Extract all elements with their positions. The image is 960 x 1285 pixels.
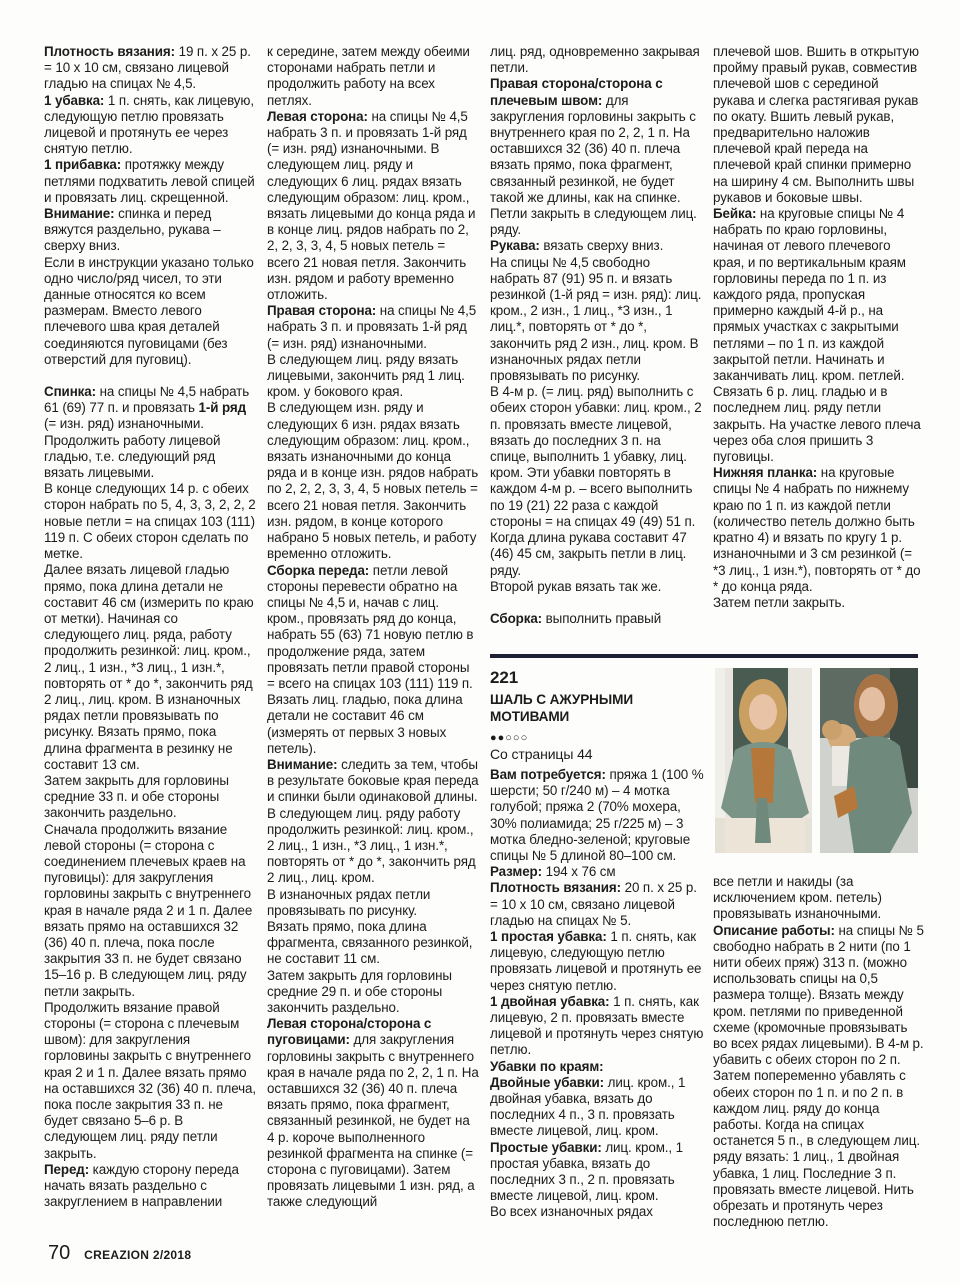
section-heading: Плотность вязания: [490,880,621,896]
paragraph-text: для закругления горловины закрыть с внутреннего края по 2, 2, 1 п. На оставшихся 32 (36) 40 п. плеча вязать прямо, пока фрагмент, связанный резинкой, не будет такой же длины, как на спинке. Петли закрыть в следующем лиц. ряду. [490,92,697,238]
paragraph [267,757,479,806]
paragraph [713,465,923,595]
section-divider [490,654,918,658]
paragraph [44,44,256,93]
paragraph [44,822,256,1000]
paragraph [490,384,702,530]
paragraph-text: В конце следующих 14 р. с обеих сторон набрать по 5, 4, 3, 3, 2, 2, 2 новые петли = на спицах 103 (111) 119 п. С обеих сторон сделать по метке. [44,481,256,562]
section-heading: Нижняя планка: [713,465,818,481]
photo-illustration-1 [715,668,812,853]
paragraph-text: 1 п. снять, как лицевую, следующую петлю провязать лицевой и протянуть ее через снятую петлю. [490,929,702,993]
section-heading: Внимание: [267,756,338,772]
section-heading: Убавки по краям: [490,1058,604,1074]
paragraph [267,1016,479,1210]
paragraph-text: В следующем изн. ряду и следующих 6 изн. рядах вязать следующим образом: лиц. кром., вязать изнаночными до конца ряда и в конце изн. рядов набрать по 2, 2, 2, 3, 3, 4, 5 новых петель = всего 21 новая петля. Закончить изн. рядом, в конце которого набрано 5 новых петель, и работу временно отложить. [267,400,479,562]
paragraph-text: 194 х 76 см [541,864,616,880]
paragraph-text: плечевой шов. Вшить в открытую пройму правый рукав, совместив плечевой шов с серединой рукава и слегка растягивая рукав по окату. Вшить левый рукав, предварительно наложив плечевой край переда на плечевой край спинки примерно на ширину 4 см. Выполнить швы рукавов и боковые швы. [713,44,919,205]
paragraph-text: Сначала продолжить вязание левой стороны (= сторона с соединением плечевых краев на пуговицы): для закругления горловины закрыть с внутреннего края в начале ряда 2 и 1 п. Далее вязать прямо на оставшихся 32 (36) 40 п. плеча, пока после закрытия 33 п. не будет связано 15–16 р. В следующем лиц. ряду петли закрыть. [44,821,253,999]
paragraph-text: на спицы № 4,5 набрать 3 п. и провязать 1-й ряд (= изн. ряд) изнаночными. [267,303,477,351]
column-2 [267,44,479,1211]
paragraph [44,773,256,822]
section-heading: 1-й ряд [198,400,247,416]
difficulty-rating: ●●○○○ [490,732,529,744]
paragraph-text: 1 п. снять, как лицевую, 2 п. провязать вместе лицевой и протянуть через снятую петлю. [490,993,704,1058]
paragraph-text: следить за тем, чтобы в результате боковые края переда и спинки были одинаковой длины. [267,756,479,805]
pattern-221-text [490,767,705,1221]
paragraph-text: Когда длина рукава составит 47 (46) 45 см, закрыть петли в лиц. ряду. [490,530,687,578]
section-heading: Сборка переда: [267,562,370,578]
paragraph [490,880,705,929]
paragraph [490,255,702,385]
paragraph [713,206,923,465]
paragraph [490,611,702,627]
paragraph [267,352,479,401]
paragraph [44,1162,256,1211]
paragraph-text: лиц. кром., 1 простая убавка, вязать до последних 3 п., 2 п. провязать вместе лицевой, лиц. кром. [490,1139,684,1204]
paragraph [44,255,256,368]
paragraph [490,1059,705,1075]
paragraph-text: на спицы № 5 свободно набрать в 2 нити (по 1 нити обеих пряж) 313 п. (можно использовать спицы на 0,5 размера толще). Вязать между кром. петлями по приведенной схеме (кромочные провязывать во всех рядах лицевыми). В 4-м р. убавить с обеих сторон по 2 п. Затем попеременно убавлять с обеих сторон по 1 п. и по 2 п. в каждом лиц. ряду до конца работы. Когда на спицах останется 5 п., в следующем лиц. ряду вязать: 1 лиц., 1 двойная убавка, 1 лиц. Последние 3 п. провязать вместе лицевой. Нить обрезать и протянуть через последнюю петлю. [713,922,924,1230]
paragraph-text: петли левой стороны перевести обратно на спицы № 4,5 и, начав с лиц. кром., провязать ряд до конца, набрать 55 (63) 71 новую петлю в продолжение ряда, затем провязать петли правой стороны = всего на спицах 103 (111) 119 п. Вязать лиц. гладью, пока длина детали не составит 46 см (измерять от первых 3 новых петель). [267,562,474,756]
section-heading: Плотность вязания: [44,44,175,59]
section-heading: Вам потребуется: [490,767,606,782]
paragraph-text: вязать сверху вниз. [539,238,664,254]
paragraph-text: (= изн. ряд) изнаночными. Продолжить работу лицевой гладью, т.е. следующий ряд вязать лицевыми. [44,416,221,481]
paragraph [490,44,702,76]
section-heading: 1 простая убавка: [490,929,607,945]
paragraph [490,1075,705,1140]
pattern-title: ШАЛЬ С АЖУРНЫМИ МОТИВАМИ [490,692,634,724]
paragraph [490,579,702,595]
paragraph [267,806,479,887]
paragraph [44,93,256,158]
paragraph-text: Во всех изнаночных рядах [490,1204,653,1220]
section-heading: Перед: [44,1161,90,1177]
paragraph [267,887,479,919]
paragraph [490,1140,705,1205]
paragraph [713,923,925,1231]
paragraph-text: В следующем лиц. ряду работу продолжить резинкой: лиц. кром., 2 лиц., 1 изн., *3 лиц., 1 изн.*, повторять от * до *, закончить ряд 2 лиц., лиц. кром. [267,805,476,886]
paragraph-text: Далее вязать лицевой гладью прямо, пока длина детали не составит 46 см (измерить по краю от метки). Начиная со следующего лиц. ряда, работу продолжить резинкой: лиц. кром., 2 лиц., 1 изн., *3 лиц., 1 изн.*, повторять от * до *, закончить ряд 2 лиц., лиц. кром. В изнаночных рядах петли провязывать по рисунку. Вязать прямо, пока длина фрагмента в резинку не составит 13 см. [44,562,254,772]
paragraph [44,481,256,562]
section-heading: Левая сторона: [267,108,368,124]
photo-woman-seated-shawl [715,668,812,853]
section-heading: Описание работы: [713,922,835,938]
paragraph [490,994,705,1059]
paragraph [267,968,479,1017]
paragraph-text: Второй рукав вязать так же. [490,578,662,594]
paragraph [267,563,479,757]
paragraph-text: все петли и накиды (за исключением кром. петель) провязывать изнаночными. [713,874,882,922]
paragraph-text: на спицы № 4,5 набрать 61 (69) 77 п. и провязать [44,384,250,416]
paragraph [490,929,705,994]
paragraph [267,44,479,109]
paragraph-text: лиц. ряд, одновременно закрывая петли. [490,44,700,76]
paragraph-text: лиц. кром., 1 двойная убавка, вязать до последних 4 п., 3 п. провязать вместе лицевой, лиц. кром. [490,1074,686,1139]
paragraph-text: протяжку между петлями подхватить левой спицей и провязать лиц. скрещенной. [44,157,255,205]
paragraph-text: В следующем лиц. ряду вязать лицевыми, закончить ряд 1 лиц. кром. у бокового края. [267,351,465,400]
column-1 [44,44,256,1210]
paragraph [267,303,479,352]
paragraph-text: В 4-м р. (= лиц. ряд) выполнить с обеих сторон убавки: лиц. кром., 2 п. провязать вместе лицевой, вязать до последних 3 п. на спице, выполнить 1 убавку, лиц. кром. Эти убавки повторять в каждом 4-м р. – всего выполнить по 19 (21) 22 раза с каждой стороны = на спицах 49 (49) 51 п. [490,384,702,529]
paragraph-text: к середине, затем между обеими сторонами набрать петли и продолжить работу на всех петлях. [267,44,470,108]
magazine-issue: CREAZION 2/2018 [84,1248,192,1262]
paragraph-text: Продолжить вязание правой стороны (= сторона с плечевым швом): для закругления горловины закрыть с внутреннего края 2 и 1 п. Далее вязать прямо на оставшихся 32 (36) 40 п. плеча, пока после закрытия 33 п. не будет связано 5–6 р. В следующем лиц. ряду петли закрыть. [44,999,256,1161]
paragraph-text: на спицы № 4,5 набрать 3 п. и провязать 1-й ряд (= изн. ряд) изнаночными. В следующем лиц. ряду и следующих 6 лиц. рядах вязать следующим образом: лиц. кром., вязать лицевыми до конца ряда и в конце лиц. рядов набрать по 2, 2, 2, 3, 3, 4, 5 новых петель = всего 21 новая петля. Закончить изн. рядом и работу временно отложить. [267,108,476,303]
section-heading: Простые убавки: [490,1139,602,1155]
photo-illustration-2 [820,668,918,853]
paragraph-spacer [44,368,256,384]
paragraph-text: спинка и перед вяжутся раздельно, рукава – сверху вниз. [44,206,221,254]
paragraph-text: выполнить правый [542,610,662,626]
photo-woman-side-shawl [820,668,918,853]
paragraph [44,562,256,773]
paragraph-text: каждую сторону переда начать вязать раздельно с закруглением в направлении [44,1161,239,1210]
page-footer [48,1242,191,1265]
section-heading: Двойные убавки: [490,1074,604,1090]
paragraph-text: 19 п. х 25 р. = 10 х 10 см, связано лицевой гладью на спицах № 4,5. [44,44,251,92]
page-number: 70 [48,1242,71,1264]
section-heading: Сборка: [490,610,543,626]
paragraph-text: 20 п. х 25 р. = 10 х 10 см, связано лицевой гладью на спицах № 5. [490,880,697,928]
paragraph-text: на круговые спицы № 4 набрать по краю горловины, начиная от левого плечевого края, и по вертикальным краям горловины переда по 1 п. из каждого ряда, пропуская примерно каждый 4-й р., на прямых участках с закрытыми петлями – по 1 п. из каждой закрытой петли. Начинать и заканчивать лиц. кром. петлей. Связать 6 р. лиц. гладью и в последнем лиц. ряду петли закрыть. На участке левого плеча через оба слоя пришить 3 пуговицы. [713,206,921,465]
paragraph [713,595,923,611]
pattern-221-column [490,668,705,1221]
paragraph-text: На спицы № 4,5 свободно набрать 87 (91) 95 п. и вязать резинкой (1-й ряд = изн. ряд): лиц. кром., 2 изн., 1 лиц., *3 изн., 1 лиц.*, повторять от * до *, закончить ряд 2 изн., лиц. кром. В изнаночных рядах петли провязывать по рисунку. [490,254,702,384]
section-heading: Правая сторона: [267,303,377,319]
paragraph [490,530,702,579]
section-heading: Бейка: [713,206,757,222]
paragraph-text: пряжа 1 (100 % шерсти; 50 г/240 м) – 4 мотка голубой; пряжа 2 (70% мохера, 30% полиамида; 25 г/225 м) – 3 мотка бледно-зеленой; круговые спицы № 5 длиной 80–100 см. [490,767,704,864]
paragraph [267,400,479,562]
paragraph-spacer [490,595,702,611]
section-heading: 1 прибавка: [44,157,122,173]
paragraph-text: Вязать прямо, пока длина фрагмента, связанного резинкой, не составит 11 см. [267,918,473,967]
paragraph-text: Затем петли закрыть. [713,594,846,610]
column-4-bottom [713,874,925,1230]
paragraph-text: для закругления горловины закрыть с внутреннего края в начале ряда по 2, 2, 1 п. На оставшихся 32 (36) 40 п. плеча вязать прямо, пока фрагмент, связанный резинкой, не будет на 4 р. короче выполненного резинкой фрагмента на спинке (= сторона с пуговицами). Затем провязать лицевыми 1 изн. ряд, а также следующий [267,1032,479,1210]
paragraph [267,919,479,968]
paragraph-text: В изнаночных рядах петли провязывать по рисунку. [267,886,431,918]
paragraph [490,767,705,864]
paragraph-text: на круговые спицы № 4 набрать по нижнему краю по 1 п. из каждой петли (количество петель должно быть кратно 4) и вязать по кругу 1 р. изнаночными и 3 см резинкой (= *3 лиц., 1 изн.*), повторять от * до * до конца ряда. [713,465,921,594]
paragraph [44,157,256,206]
section-heading: Внимание: [44,206,115,222]
paragraph [713,44,923,206]
from-page: Со страницы 44 [490,746,593,762]
paragraph [267,109,479,303]
section-heading: Спинка: [44,384,96,400]
paragraph [490,1204,705,1220]
pattern-number: 221 [490,668,519,687]
paragraph-text: 1 п. снять, как лицевую, следующую петлю провязать лицевой и протянуть ее через снятую петлю. [44,92,254,157]
column-3 [490,44,702,627]
section-heading: 1 двойная убавка: [490,993,610,1009]
paragraph [490,864,705,880]
section-heading: Правая сторона/сторона с плечевым швом: [490,76,663,108]
paragraph-text: Затем закрыть для горловины средние 33 п. и обе стороны закончить раздельно. [44,772,229,821]
paragraph-text: Если в инструкции указано только одно число/ряд чисел, то эти данные относятся ко всем размерам. Вместо левого плечевого шва края деталей соединяются пуговицами (без отверстий для пуговиц). [44,254,254,367]
section-heading: 1 убавка: [44,92,105,108]
paragraph [44,206,256,255]
section-heading: Рукава: [490,238,540,254]
paragraph [44,1000,256,1162]
paragraph [490,76,702,238]
paragraph [490,238,702,254]
paragraph [44,384,256,481]
section-heading: Левая сторона/сторона с пуговицами: [267,1016,432,1048]
column-4 [713,44,923,611]
paragraph [713,874,925,923]
paragraph-text: Затем закрыть для горловины средние 29 п. и обе стороны закончить раздельно. [267,967,452,1015]
section-heading: Размер: [490,864,542,880]
